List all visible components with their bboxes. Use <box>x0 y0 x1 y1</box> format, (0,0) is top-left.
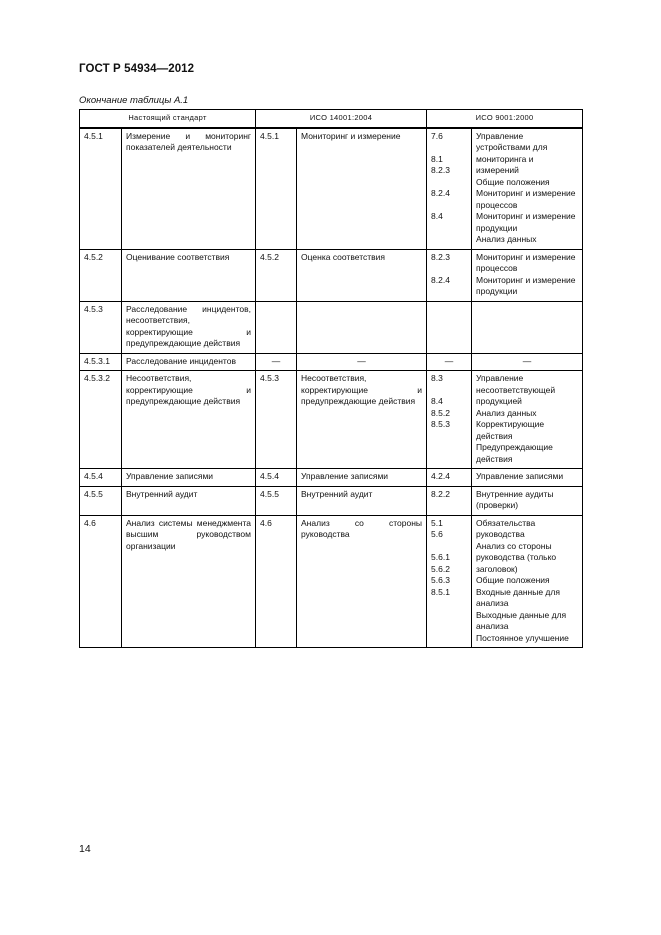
iso9-title: Мониторинг и измерение продукции <box>476 211 576 233</box>
iso9-num: 7.6 <box>431 130 443 141</box>
std-num: 4.5.2 <box>80 249 122 301</box>
iso9-titles <box>472 515 583 648</box>
iso9-title: Общие положения <box>476 176 550 187</box>
column-header-iso9001: ИСО 9001:2000 <box>427 110 583 128</box>
iso9-num: 8.4 <box>431 211 443 221</box>
table-caption: Окончание таблицы А.1 <box>79 95 189 106</box>
column-header-iso14001: ИСО 14001:2004 <box>256 110 427 128</box>
table-row <box>80 249 583 301</box>
iso9-title: Управление записями <box>472 469 583 487</box>
table-row <box>80 353 583 371</box>
std-num: 4.5.4 <box>80 469 122 487</box>
std-num: 4.5.3.1 <box>80 353 122 371</box>
table-row <box>80 515 583 648</box>
iso9-num: 4.2.4 <box>427 469 472 487</box>
iso9-num: 8.3 <box>431 373 443 383</box>
iso9-title: Входные данные для анализа <box>476 586 560 608</box>
iso9-num: 5.6.2 <box>431 563 450 574</box>
iso9-nums <box>427 249 472 301</box>
iso9-num: 8.2.4 <box>431 274 450 285</box>
iso9-num: 5.6.3 <box>431 575 450 585</box>
iso14-title: Управление записями <box>297 469 427 487</box>
iso9-num: — <box>427 353 472 371</box>
iso9-num: 8.5.2 <box>431 407 450 418</box>
iso9-title: Управление устройствами для мониторинга и измерений <box>476 130 548 175</box>
iso9-title: Обязательства руководства <box>476 517 536 539</box>
iso9-title: Анализ данных <box>476 234 537 244</box>
iso9-titles <box>472 249 583 301</box>
iso14-num: 4.6 <box>256 515 297 648</box>
iso9-titles <box>472 301 583 353</box>
iso9-nums <box>427 301 472 353</box>
column-header-this-standard: Настоящий стандарт <box>80 110 256 128</box>
iso9-num: 5.1 <box>431 517 443 528</box>
iso14-title: Оценка соответствия <box>297 249 427 301</box>
std-num: 4.5.1 <box>80 128 122 250</box>
iso9-num: 8.4 <box>431 396 443 406</box>
iso9-num: 8.1 <box>431 153 443 164</box>
iso9-title: Постоянное улучшение <box>476 632 569 643</box>
iso9-num: 8.2.3 <box>431 251 450 262</box>
std-num: 4.5.3 <box>80 301 122 353</box>
iso9-title: Выходные данные для анализа <box>476 609 567 631</box>
iso9-num: 5.6.1 <box>431 552 450 562</box>
iso9-title: Анализ данных <box>476 407 537 418</box>
iso9-titles <box>472 371 583 469</box>
iso9-title: Корректирующие действия <box>476 419 545 441</box>
iso9-num: 8.2.4 <box>431 188 450 198</box>
iso14-title: — <box>297 353 427 371</box>
table-row <box>80 371 583 469</box>
iso9-titles <box>472 128 583 250</box>
iso14-num: 4.5.1 <box>256 128 297 250</box>
std-title: Измерение и мониторинг показателей деятельности <box>122 128 256 250</box>
iso9-title: Управление несоответствующей продукцией <box>476 373 556 406</box>
iso14-title: Несоответствия, корректирующие и предупреждающие действия <box>297 371 427 469</box>
table-header-row <box>80 110 583 128</box>
std-title: Внутренний аудит <box>122 486 256 515</box>
iso9-num: 8.5.1 <box>431 586 450 597</box>
table-row <box>80 486 583 515</box>
iso9-nums <box>427 128 472 250</box>
iso9-title: Внутренние аудиты (проверки) <box>472 486 583 515</box>
page-number: 14 <box>79 843 91 855</box>
iso9-title: Предупреждающие действия <box>476 442 553 464</box>
std-title: Расследование инцидентов <box>122 353 256 371</box>
iso14-title: Внутренний аудит <box>297 486 427 515</box>
iso14-num: 4.5.5 <box>256 486 297 515</box>
std-title: Расследование инцидентов, несоответствия, корректирующие и предупреждающие действия <box>122 301 256 353</box>
std-title: Оценивание соответствия <box>122 249 256 301</box>
iso9-title: Мониторинг и измерение продукции <box>476 274 576 296</box>
iso9-num: 8.2.2 <box>427 486 472 515</box>
iso14-title <box>297 301 427 353</box>
iso9-title: Мониторинг и измерение процессов <box>476 251 576 273</box>
iso9-nums <box>427 515 472 648</box>
iso9-title: Анализ со стороны руководства (только заголовок) <box>476 540 557 574</box>
iso14-title: Мониторинг и измерение <box>297 128 427 250</box>
iso9-num: 8.5.3 <box>431 419 450 429</box>
iso9-title: Мониторинг и измерение процессов <box>476 188 576 210</box>
table-row <box>80 301 583 353</box>
table-row <box>80 128 583 250</box>
iso14-num <box>256 301 297 353</box>
table-row <box>80 469 583 487</box>
iso9-num: 8.2.3 <box>431 165 450 175</box>
std-title: Анализ системы менеджмента высшим руководством организации <box>122 515 256 648</box>
std-num: 4.5.5 <box>80 486 122 515</box>
std-num: 4.5.3.2 <box>80 371 122 469</box>
std-num: 4.6 <box>80 515 122 648</box>
std-title: Несоответствия, корректирующие и предупреждающие действия <box>122 371 256 469</box>
correspondence-table <box>79 109 583 648</box>
std-title: Управление записями <box>122 469 256 487</box>
iso9-nums <box>427 371 472 469</box>
document-header: ГОСТ Р 54934—2012 <box>79 63 195 75</box>
iso14-num: 4.5.2 <box>256 249 297 301</box>
iso9-num: 5.6 <box>431 529 443 539</box>
iso14-num: 4.5.4 <box>256 469 297 487</box>
iso14-num: 4.5.3 <box>256 371 297 469</box>
iso14-title: Анализ со стороны руководства <box>297 515 427 648</box>
iso9-title: — <box>472 353 583 371</box>
iso9-title: Общие положения <box>476 575 550 585</box>
iso14-num: — <box>256 353 297 371</box>
